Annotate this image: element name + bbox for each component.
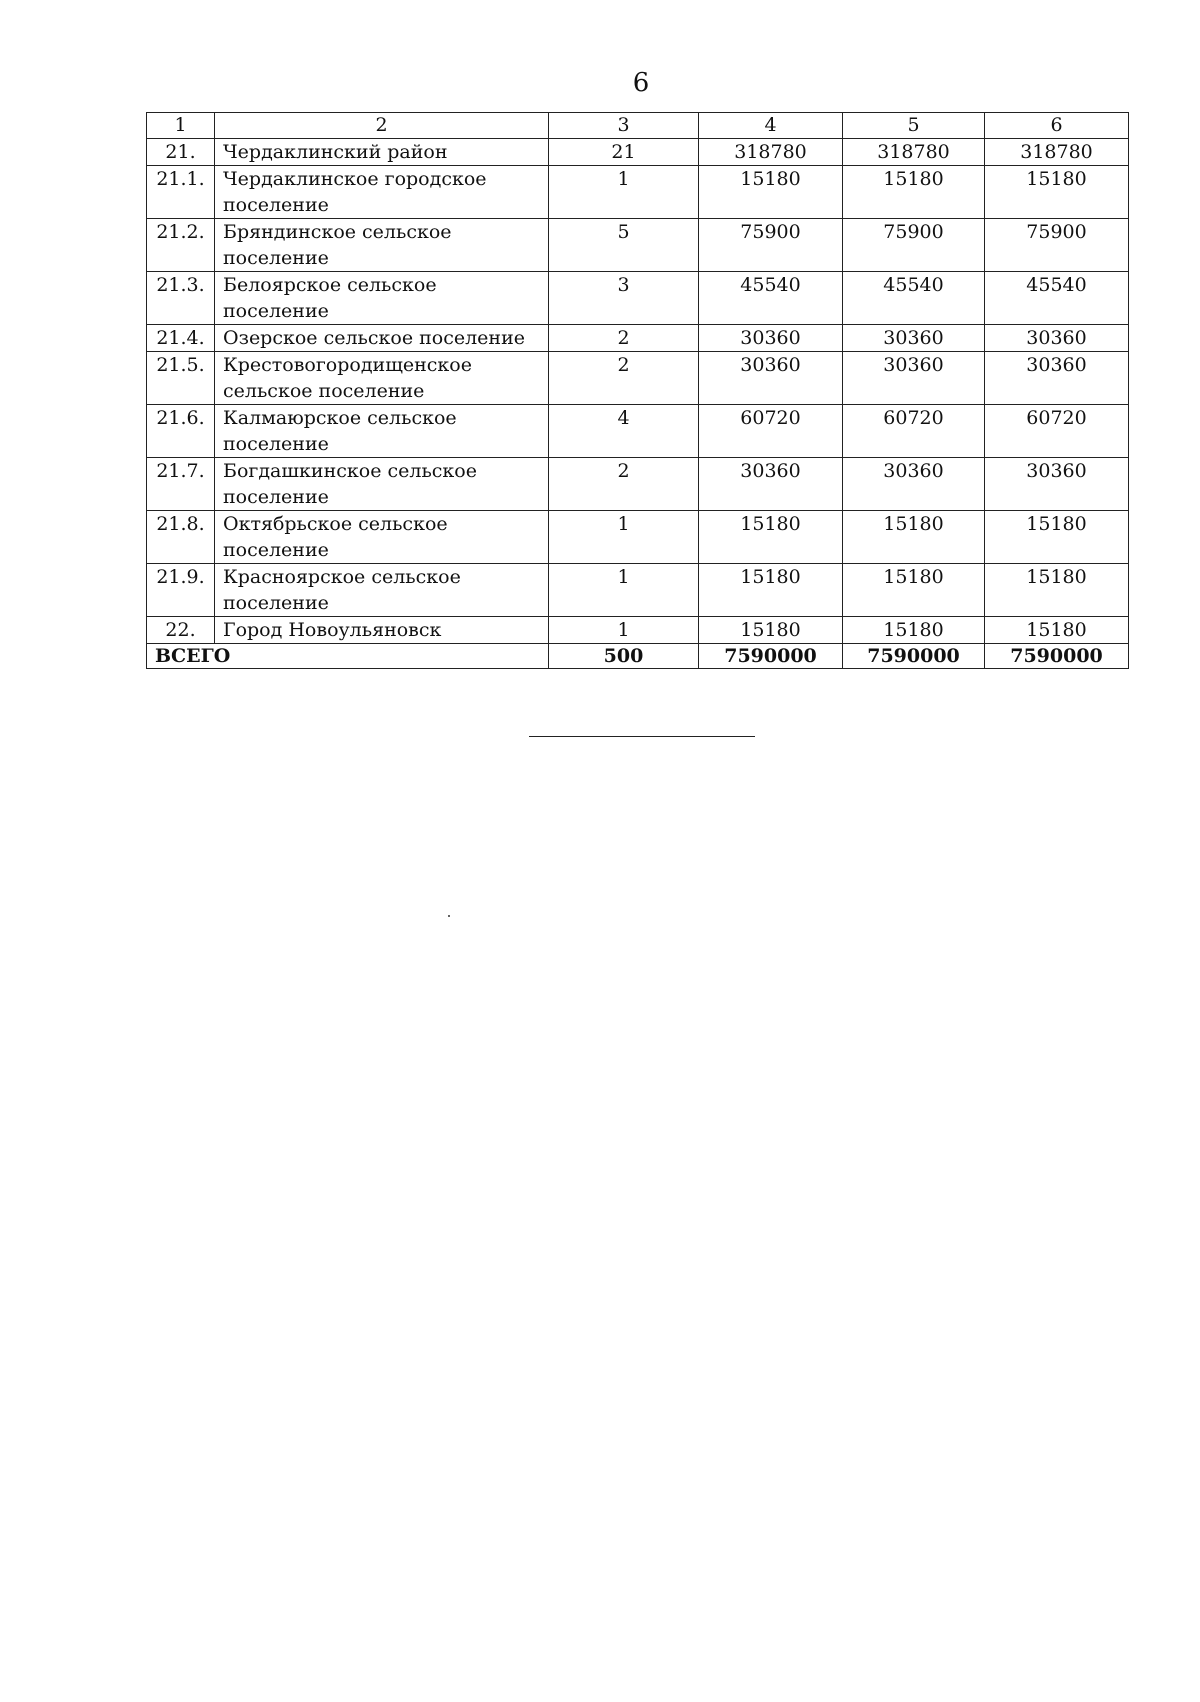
amount-cell-5: 30360	[843, 325, 985, 352]
municipality-name: Богдашкинское сельское поселение	[215, 458, 549, 511]
amount-cell-5: 30360	[843, 458, 985, 511]
municipality-name: Чердаклинское городское поселение	[215, 166, 549, 219]
amount-cell-5: 30360	[843, 352, 985, 405]
amount-cell-4: 30360	[699, 458, 843, 511]
table-row	[147, 405, 1129, 458]
total-amount-6: 7590000	[985, 644, 1129, 669]
column-header-5: 5	[843, 113, 985, 139]
table-row	[147, 617, 1129, 644]
amount-cell-4: 15180	[699, 166, 843, 219]
amount-cell-4: 45540	[699, 272, 843, 325]
column-header-3: 3	[549, 113, 699, 139]
amount-cell-6: 45540	[985, 272, 1129, 325]
amount-cell-6: 30360	[985, 325, 1129, 352]
scan-dot	[448, 915, 450, 917]
amount-cell-6: 15180	[985, 617, 1129, 644]
column-header-4: 4	[699, 113, 843, 139]
count-cell: 2	[549, 325, 699, 352]
amount-cell-5: 15180	[843, 564, 985, 617]
amount-cell-6: 75900	[985, 219, 1129, 272]
amount-cell-5: 318780	[843, 139, 985, 166]
municipality-name: Город Новоульяновск	[215, 617, 549, 644]
count-cell: 2	[549, 458, 699, 511]
row-number: 21.9.	[147, 564, 215, 617]
count-cell: 1	[549, 564, 699, 617]
municipality-name: Октябрьское сельское поселение	[215, 511, 549, 564]
row-number: 21.2.	[147, 219, 215, 272]
amount-cell-5: 15180	[843, 617, 985, 644]
municipality-name: Чердаклинский район	[215, 139, 549, 166]
column-header-2: 2	[215, 113, 549, 139]
amount-cell-4: 15180	[699, 564, 843, 617]
municipality-name: Красноярское сельское поселение	[215, 564, 549, 617]
municipality-name: Крестовогородищенское сельское поселение	[215, 352, 549, 405]
count-cell: 2	[549, 352, 699, 405]
amount-cell-6: 15180	[985, 564, 1129, 617]
amount-cell-6: 30360	[985, 352, 1129, 405]
total-amount-5: 7590000	[843, 644, 985, 669]
table-row	[147, 166, 1129, 219]
amount-cell-6: 15180	[985, 166, 1129, 219]
amount-cell-4: 60720	[699, 405, 843, 458]
row-number: 21.4.	[147, 325, 215, 352]
amount-cell-4: 30360	[699, 325, 843, 352]
count-cell: 1	[549, 617, 699, 644]
count-cell: 1	[549, 511, 699, 564]
amount-cell-4: 318780	[699, 139, 843, 166]
amount-cell-4: 75900	[699, 219, 843, 272]
amount-cell-5: 15180	[843, 166, 985, 219]
table-row	[147, 219, 1129, 272]
row-number: 22.	[147, 617, 215, 644]
table-row	[147, 564, 1129, 617]
amount-cell-6: 15180	[985, 511, 1129, 564]
amount-cell-5: 15180	[843, 511, 985, 564]
amount-cell-4: 15180	[699, 511, 843, 564]
table-row	[147, 139, 1129, 166]
count-cell: 4	[549, 405, 699, 458]
amount-cell-4: 15180	[699, 617, 843, 644]
table-row	[147, 511, 1129, 564]
table-header-row	[147, 113, 1129, 139]
row-number: 21.8.	[147, 511, 215, 564]
table-row	[147, 325, 1129, 352]
municipality-name: Белоярское сельское поселение	[215, 272, 549, 325]
table-row	[147, 352, 1129, 405]
amount-cell-6: 318780	[985, 139, 1129, 166]
row-number: 21.1.	[147, 166, 215, 219]
amount-cell-6: 60720	[985, 405, 1129, 458]
total-row	[147, 644, 1129, 669]
municipality-name: Калмаюрское сельское поселение	[215, 405, 549, 458]
closing-separator-line	[529, 736, 755, 737]
amount-cell-4: 30360	[699, 352, 843, 405]
row-number: 21.7.	[147, 458, 215, 511]
amount-cell-6: 30360	[985, 458, 1129, 511]
count-cell: 1	[549, 166, 699, 219]
amount-cell-5: 60720	[843, 405, 985, 458]
municipality-name: Бряндинское сельское поселение	[215, 219, 549, 272]
count-cell: 5	[549, 219, 699, 272]
allocation-table	[146, 112, 1129, 669]
table-row	[147, 272, 1129, 325]
page-number: 6	[632, 68, 650, 98]
municipality-name: Озерское сельское поселение	[215, 325, 549, 352]
row-number: 21.5.	[147, 352, 215, 405]
count-cell: 21	[549, 139, 699, 166]
column-header-6: 6	[985, 113, 1129, 139]
row-number: 21.	[147, 139, 215, 166]
amount-cell-5: 75900	[843, 219, 985, 272]
row-number: 21.6.	[147, 405, 215, 458]
count-cell: 3	[549, 272, 699, 325]
row-number: 21.3.	[147, 272, 215, 325]
total-amount-4: 7590000	[699, 644, 843, 669]
column-header-1: 1	[147, 113, 215, 139]
table-row	[147, 458, 1129, 511]
total-count: 500	[549, 644, 699, 669]
total-label: ВСЕГО	[147, 644, 549, 669]
amount-cell-5: 45540	[843, 272, 985, 325]
